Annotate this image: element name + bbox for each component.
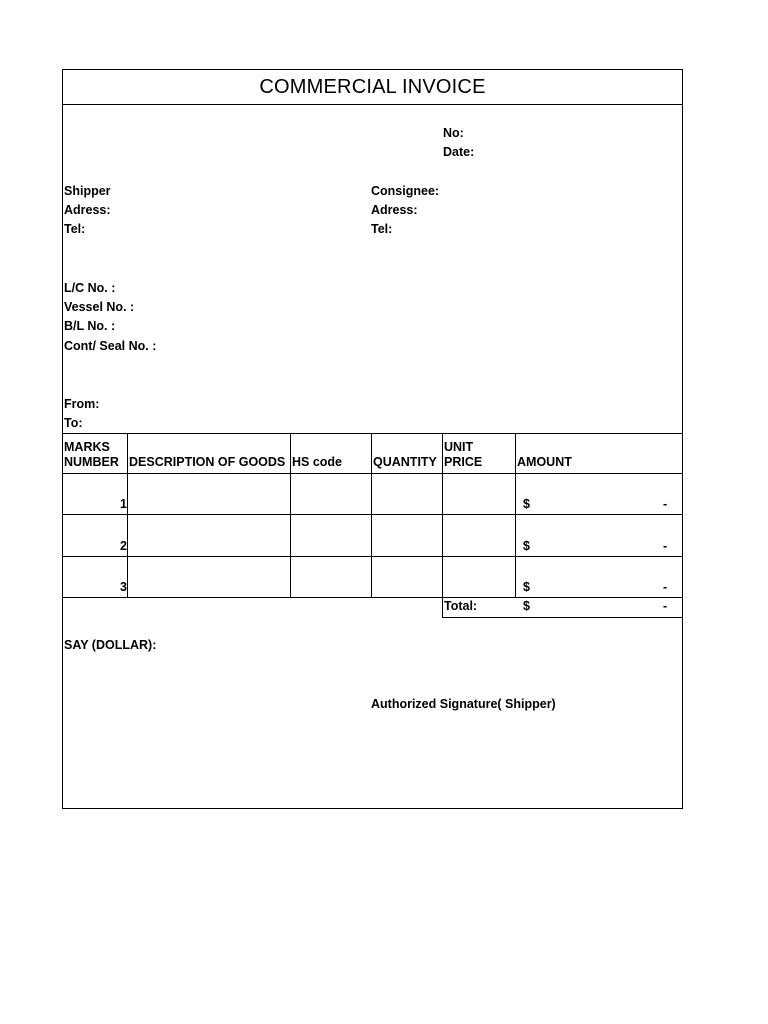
- col-divider-unit-price: [515, 433, 516, 597]
- invoice-date-label: Date:: [443, 145, 475, 159]
- header-unit-line1: UNIT: [444, 440, 474, 454]
- cont-seal-no-label: Cont/ Seal No. :: [64, 339, 157, 353]
- bl-no-label: B/L No. :: [64, 319, 116, 333]
- authorized-signature-label: Authorized Signature( Shipper): [371, 697, 556, 711]
- total-amount: -: [663, 599, 668, 613]
- invoice-no-label: No:: [443, 126, 464, 140]
- header-description: DESCRIPTION OF GOODS: [129, 455, 286, 469]
- col-divider-quantity: [442, 433, 443, 617]
- total-bottom-border: [442, 617, 682, 618]
- row-2-currency: $: [523, 539, 530, 553]
- shipper-address-label: Adress:: [64, 203, 111, 217]
- lc-no-label: L/C No. :: [64, 281, 116, 295]
- from-label: From:: [64, 397, 100, 411]
- header-unit-line2: PRICE: [444, 455, 483, 469]
- col-divider-hs: [371, 433, 372, 597]
- row-2-border: [63, 556, 682, 557]
- total-label: Total:: [444, 599, 478, 613]
- header-marks-line2: NUMBER: [64, 455, 119, 469]
- row-3-currency: $: [523, 580, 530, 594]
- row-3-border: [63, 597, 682, 598]
- invoice-frame: [62, 69, 683, 809]
- row-3-amount: -: [663, 580, 668, 594]
- shipper-label: Shipper: [64, 184, 111, 198]
- row-1-border: [63, 514, 682, 515]
- col-divider-description: [290, 433, 291, 597]
- header-marks-line1: MARKS: [64, 440, 110, 454]
- table-top-border: [63, 433, 682, 434]
- consignee-label: Consignee:: [371, 184, 440, 198]
- header-hs-code: HS code: [292, 455, 343, 469]
- table-header-border: [63, 473, 682, 474]
- header-amount: AMOUNT: [517, 455, 572, 469]
- row-1-amount: -: [663, 497, 668, 511]
- invoice-title: COMMERCIAL INVOICE: [63, 70, 682, 105]
- row-3-number: 3: [120, 580, 127, 594]
- to-label: To:: [64, 416, 83, 430]
- say-dollar-label: SAY (DOLLAR):: [64, 638, 157, 652]
- total-currency: $: [523, 599, 530, 613]
- row-1-number: 1: [120, 497, 127, 511]
- shipper-tel-label: Tel:: [64, 222, 86, 236]
- row-2-amount: -: [663, 539, 668, 553]
- consignee-address-label: Adress:: [371, 203, 418, 217]
- vessel-no-label: Vessel No. :: [64, 300, 135, 314]
- row-2-number: 2: [120, 539, 127, 553]
- col-divider-marks: [127, 433, 128, 597]
- consignee-tel-label: Tel:: [371, 222, 393, 236]
- row-1-currency: $: [523, 497, 530, 511]
- header-quantity: QUANTITY: [373, 455, 437, 469]
